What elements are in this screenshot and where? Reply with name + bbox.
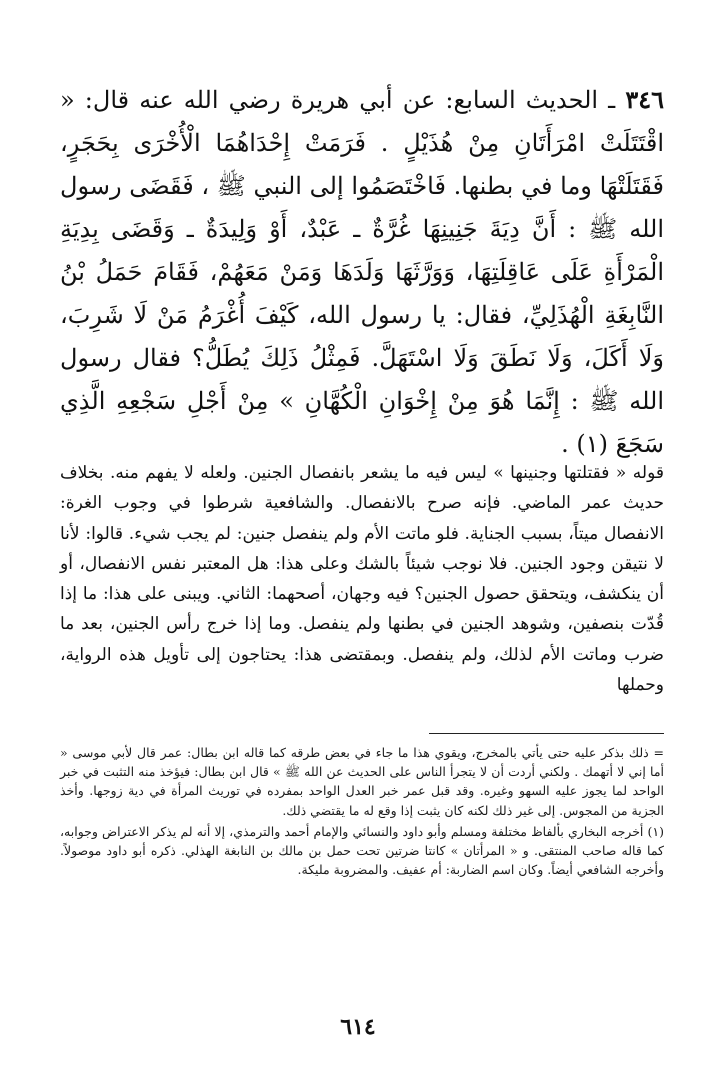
footnote-continuation: = ذلك بذكر عليه حتى يأتي بالمخرج، ويقوي هذا ما جاء في بعض طرقه كما قاله ابن بطال: عمر قال لأبي موسى « أما إني لا أتهمك . ولكني أردت أن لا يتجرأ الناس على الحديث عن الله ﷺ » قال ابن بطال: فيؤخذ منه التثبت في خبر الواحد لما يجوز عليه السهو وغيره. وقد قبل عمر خبر العدل الواحد بمفرده في توريث المرأة في دية زوجها. وأخذ الجزية من المجوس. إلى غير ذلك لكنه كان يثبت إذا وقع له ما يقتضي ذلك. <box>60 745 664 818</box>
hadith-text: ـ الحديث السابع: عن أبي هريرة رضي الله عنه قال: « اقْتَتَلَتْ امْرَأَتَانِ مِنْ هُذَيْلٍ . فَرَمَتْ إِحْدَاهُمَا الْأُخْرَى بِحَجَرٍ، فَقَتَلَتْهَا وما في بطنها. فَاخْتَصَمُوا إلى النبي ﷺ ، فَقَضَى رسول الله ﷺ : أَنَّ دِيَةَ جَنِينِهَا غُرَّةٌ ـ عَبْدٌ، أَوْ وَلِيدَةٌ ـ وَقَضَى بِدِيَةِ الْمَرْأَةِ عَلَى عَاقِلَتِهَا، وَوَرَّثَهَا وَلَدَهَا وَمَنْ مَعَهُمْ، فَقَامَ حَمَلُ بْنُ النَّابِغَةِ الْهُذَلِيِّ، فقال: يا رسول الله، كَيْفَ أُغْرَمُ مَنْ لَا شَرِبَ، وَلَا أَكَلَ، وَلَا نَطَقَ وَلَا اسْتَهَلَّ. فَمِثْلُ ذَلِكَ يُطَلُّ؟ فقال رسول الله ﷺ : إِنَّمَا هُوَ مِنْ إِخْوَانِ الْكُهَّانِ » مِنْ أَجْلِ سَجْعِهِ الَّذِي سَجَعَ (١) . <box>60 86 665 458</box>
commentary-paragraph: قوله « فقتلتها وجنينها » ليس فيه ما يشعر بانفصال الجنين. ولعله لا يفهم منه. بخلاف حديث عمر الماضي. فإنه صرح بالانفصال. والشافعية شرطوا في وجوب الغرة: الانفصال ميتاً، بسبب الجناية. فلو ماتت الأم ولم ينفصل جنين: لم يجب شيء. قالوا: لأنا لا نتيقن وجود الجنين. فلا نوجب شيئاً بالشك وعلى هذا: هل المعتبر نفس الانفصال، أو أن ينكشف، ويتحقق حصول الجنين؟ فيه وجهان، أصحهما: الثاني. ويبنى على هذا: ما إذا قُدّت بنصفين، وشوهد الجنين في بطنها ولم ينفصل. وما إذا خرج رأس الجنين، بعد ما ضرب وماتت الأم لذلك، ولم ينفصل. وبمقتضى هذا: يحتاجون إلى تأويل هذه الرواية، وحملها <box>60 463 664 696</box>
footnote-1: (١) أخرجه البخاري بألفاظ مختلفة ومسلم وأبو داود والنسائي والإمام أحمد والترمذي، إلا أنه لم يذكر الاعتراض وجوابه، كما قاله صاحب المنتقى. و « المرأتان » كانتا ضرتين تحت حمل بن مالك بن النابغة الهذلي. ذكره أبو داود موصولاً. وأخرجه الشافعي أيضاً. وكان اسم الضاربة: أم عفيف. والمضروبة مليكة. <box>60 823 664 878</box>
footnotes <box>60 743 664 879</box>
footnote-separator <box>429 733 664 734</box>
hadith-paragraph <box>60 78 664 466</box>
hadith-number: ٣٤٦ <box>625 85 664 114</box>
page-number: ٦١٤ <box>340 1014 376 1040</box>
